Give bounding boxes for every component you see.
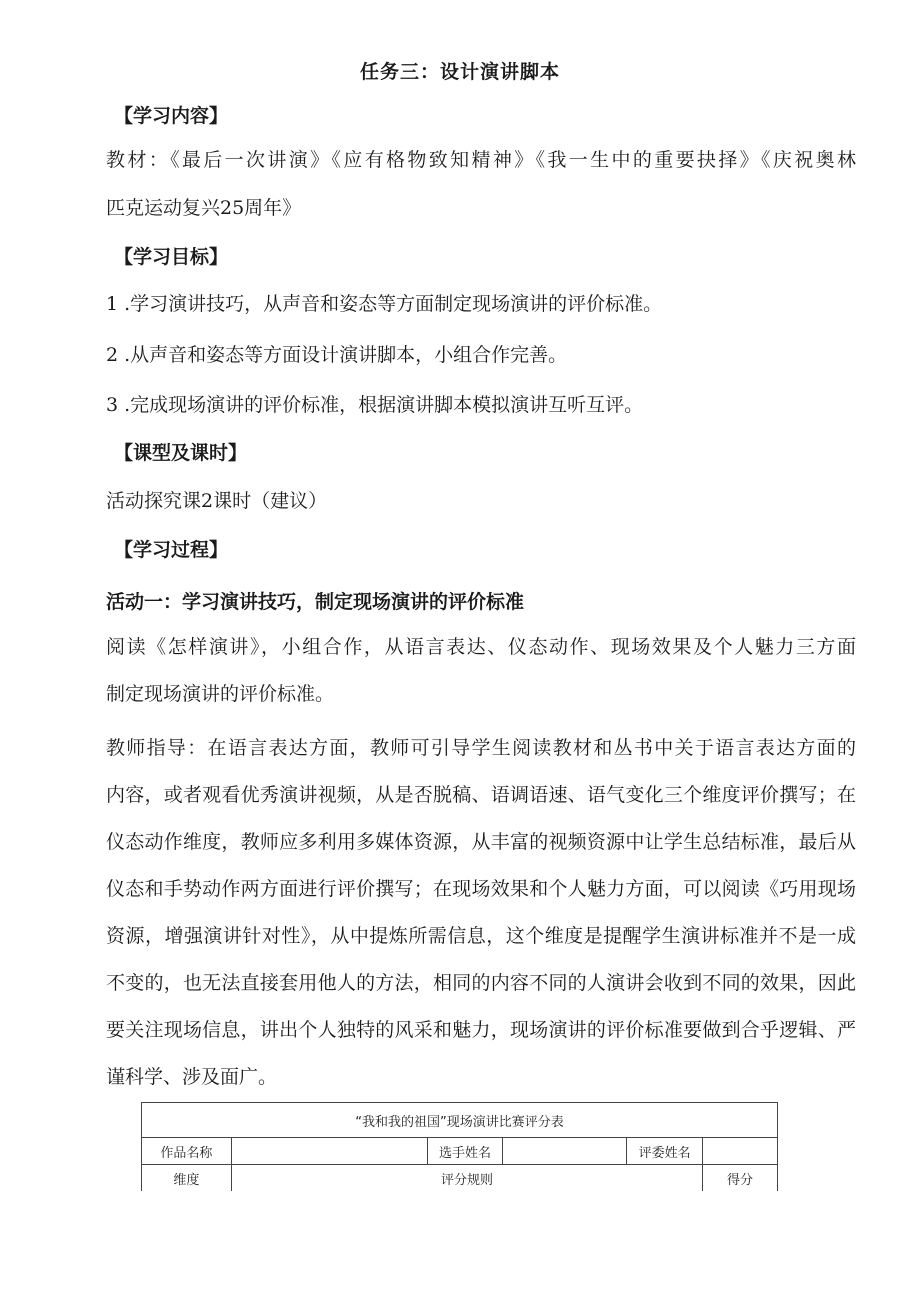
activity-1-title: 活动一：学习演讲技巧，制定现场演讲的评价标准 <box>106 591 525 613</box>
column-header-rules: 评分规则 <box>231 1165 702 1192</box>
heading-learning-goals: 【学习目标】 <box>114 246 229 268</box>
work-name-value[interactable] <box>231 1138 427 1165</box>
work-name-label: 作品名称 <box>142 1138 232 1165</box>
guide-line-6: 不变的，也无法直接套用他人的方法，相同的内容不同的人演讲会收到不同的效果，因此 <box>106 972 856 994</box>
guide-line-1: 教师指导：在语言表达方面，教师可引导学生阅读教材和丛书中关于语言表达方面的 <box>106 737 856 759</box>
guide-line-8: 谨科学、涉及面广。 <box>106 1066 278 1088</box>
course-type-text: 活动探究课2课时（建议） <box>106 490 328 512</box>
guide-line-7: 要关注现场信息，讲出个人独特的风采和魅力，现场演讲的评价标准要做到合乎逻辑、严 <box>106 1019 856 1041</box>
guide-line-4: 仪态和手势动作两方面进行评价撰写；在现场效果和个人魅力方面，可以阅读《巧用现场 <box>106 878 856 900</box>
contestant-name-label: 选手姓名 <box>427 1138 503 1165</box>
heading-learning-process: 【学习过程】 <box>114 539 229 561</box>
judge-name-value[interactable] <box>703 1138 778 1165</box>
read-paragraph-line-2: 制定现场演讲的评价标准。 <box>106 683 335 705</box>
column-header-dimension: 维度 <box>142 1165 232 1192</box>
read-paragraph-line-1: 阅读《怎样演讲》，小组合作，从语言表达、仪态动作、现场效果及个人魅力三方面 <box>106 636 856 658</box>
score-table-caption: “我和我的祖国”现场演讲比赛评分表 <box>142 1103 778 1138</box>
guide-line-2: 内容，或者观看优秀演讲视频，从是否脱稿、语调语速、语气变化三个维度评价撰写；在 <box>106 784 856 806</box>
goal-item-1: 1 .学习演讲技巧，从声音和姿态等方面制定现场演讲的评价标准。 <box>106 293 663 315</box>
column-header-score: 得分 <box>703 1165 778 1192</box>
heading-course-type: 【课型及课时】 <box>114 442 248 464</box>
heading-learning-content: 【学习内容】 <box>114 105 229 127</box>
goal-item-3: 3 .完成现场演讲的评价标准，根据演讲脚本模拟演讲互听互评。 <box>106 394 644 416</box>
textbook-line-2: 匹克运动复兴25周年》 <box>106 197 302 219</box>
judge-name-label: 评委姓名 <box>627 1138 703 1165</box>
page-title: 任务三：设计演讲脚本 <box>359 61 560 83</box>
score-table <box>141 1102 778 1191</box>
textbook-line-1: 教材：《最后一次讲演》《应有格物致知精神》《我一生中的重要抉择》《庆祝奥林 <box>106 149 856 171</box>
contestant-name-value[interactable] <box>503 1138 627 1165</box>
guide-line-3: 仪态动作维度，教师应多利用多媒体资源，从丰富的视频资源中让学生总结标准，最后从 <box>106 831 856 853</box>
guide-line-5: 资源，增强演讲针对性》，从中提炼所需信息，这个维度是提醒学生演讲标准并不是一成 <box>106 925 856 947</box>
goal-item-2: 2 .从声音和姿态等方面设计演讲脚本，小组合作完善。 <box>106 344 568 366</box>
